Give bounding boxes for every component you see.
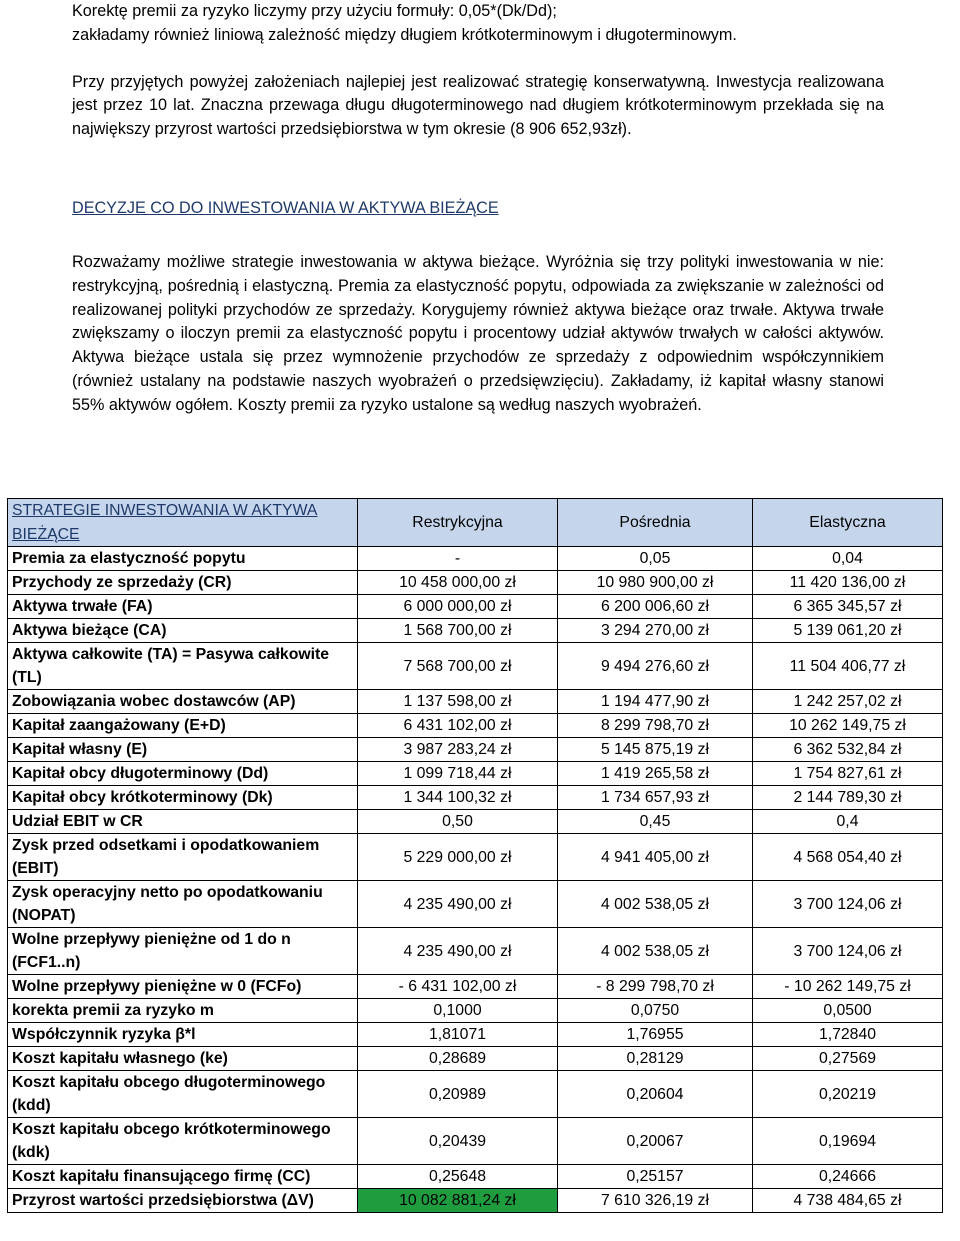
cell-value: 4 002 538,05 zł [558,928,753,975]
cell-value: 1 734 657,93 zł [558,786,753,810]
cell-value: 1 242 257,02 zł [753,690,943,714]
cell-value: 6 000 000,00 zł [358,595,558,619]
row-label: Wolne przepływy pieniężne w 0 (FCFo) [8,975,358,999]
cell-value: 1 754 827,61 zł [753,762,943,786]
table-row [8,643,943,690]
cell-value: 7 610 326,19 zł [558,1189,753,1213]
cell-value: 0,25157 [558,1165,753,1189]
cell-value: 6 200 006,60 zł [558,595,753,619]
row-label: Koszt kapitału obcego długoterminowego (kdd) [8,1071,358,1118]
row-label: Współczynnik ryzyka β*l [8,1023,358,1047]
cell-value: 1,76955 [558,1023,753,1047]
table-header-row [8,499,943,547]
cell-value: 0,0500 [753,999,943,1023]
paragraph-current-assets: Rozważamy możliwe strategie inwestowania w aktywa bieżące. Wyróżnia się trzy polityki inwestowania w nie: restrykcyjną, pośrednią i elastyczną. Premia za elastyczność popytu, odpowiada za zwiększanie w zależności od realizowanej polityki przychodów ze sprzedaży. Korygujemy również aktywa bieżące oraz trwałe. Aktywa trwałe zwiększamy o iloczyn premii za elastyczność popytu i procentowy udział aktywów trwałych w całości aktywów. Aktywa bieżące ustala się przez wymnożenie przychodów ze sprzedaży z odpowiednim współczynnikiem (również ustalany na podstawie naszych wyobrażeń o przedsięwzięciu). Zakładamy, iż kapitał własny stanowi 55% aktywów ogółem. Koszty premii za ryzyko ustalone są według naszych wyobrażeń. [72,252,884,414]
row-label: Kapitał zaangażowany (E+D) [8,714,358,738]
cell-value: 3 700 124,06 zł [753,881,943,928]
row-label: Zysk operacyjny netto po opodatkowaniu (NOPAT) [8,881,358,928]
row-label: Kapitał obcy długoterminowy (Dd) [8,762,358,786]
strategy-table [7,498,943,1213]
cell-value: 0,20604 [558,1071,753,1118]
table-row [8,1023,943,1047]
cell-value: - 10 262 149,75 zł [753,975,943,999]
cell-value: 0,28129 [558,1047,753,1071]
cell-value: 0,1000 [358,999,558,1023]
table-row [8,619,943,643]
cell-value: 0,20219 [753,1071,943,1118]
row-label: korekta premii za ryzyko m [8,999,358,1023]
row-label: Kapitał obcy krótkoterminowy (Dk) [8,786,358,810]
cell-value: 9 494 276,60 zł [558,643,753,690]
cell-value: 0,4 [753,810,943,834]
cell-value: 0,45 [558,810,753,834]
table-row [8,714,943,738]
cell-value: 1 344 100,32 zł [358,786,558,810]
cell-value: 0,20439 [358,1118,558,1165]
cell-value: - 8 299 798,70 zł [558,975,753,999]
row-label: Zobowiązania wobec dostawców (AP) [8,690,358,714]
cell-value: 0,27569 [753,1047,943,1071]
cell-value: 1 419 265,58 zł [558,762,753,786]
row-label: Przyrost wartości przedsiębiorstwa (ΔV) [8,1189,358,1213]
cell-value: 4 568 054,40 zł [753,834,943,881]
row-label: Zysk przed odsetkami i opodatkowaniem (EBIT) [8,834,358,881]
paragraph-conservative-strategy: Przy przyjętych powyżej założeniach najlepiej jest realizować strategię konserwatywną. Inwestycja realizowana jest przez 10 lat. Znaczna przewaga długu długoterminowego nad długiem krótkoterminowym przekłada się na największy przyrost wartości przedsiębiorstwa w tym okresie (8 906 652,93zł). [72,72,884,139]
table-row [8,834,943,881]
cell-value: 0,0750 [558,999,753,1023]
table-row [8,690,943,714]
table-row [8,547,943,571]
cell-value: 0,25648 [358,1165,558,1189]
table-header-intermediate: Pośrednia [558,499,753,547]
table-row [8,810,943,834]
table-row [8,999,943,1023]
cell-value: 4 002 538,05 zł [558,881,753,928]
table-row [8,1071,943,1118]
table-row-value-increase [8,1189,943,1213]
cell-value: 10 262 149,75 zł [753,714,943,738]
cell-value: 6 365 345,57 zł [753,595,943,619]
cell-value: 4 738 484,65 zł [753,1189,943,1213]
cell-value: 5 139 061,20 zł [753,619,943,643]
cell-value: 10 980 900,00 zł [558,571,753,595]
table-row [8,571,943,595]
cell-value: 5 229 000,00 zł [358,834,558,881]
cell-value: 0,28689 [358,1047,558,1071]
table-row [8,1165,943,1189]
row-label: Kapitał własny (E) [8,738,358,762]
paragraph-risk-correction [72,0,884,48]
cell-value: - [358,547,558,571]
table-row [8,928,943,975]
row-label: Aktywa bieżące (CA) [8,619,358,643]
cell-value: 1 568 700,00 zł [358,619,558,643]
cell-value: 0,20989 [358,1071,558,1118]
table-header-title: STRATEGIE INWESTOWANIA W AKTYWA BIEŻĄCE [8,499,358,547]
paragraph-line: Korektę premii za ryzyko liczymy przy użyciu formuły: 0,05*(Dk/Dd); [72,2,557,20]
table-row [8,762,943,786]
cell-value-highlighted: 10 082 881,24 zł [358,1189,558,1213]
cell-value: 1,72840 [753,1023,943,1047]
cell-value: 11 420 136,00 zł [753,571,943,595]
cell-value: 0,24666 [753,1165,943,1189]
cell-value: 1 194 477,90 zł [558,690,753,714]
row-label: Koszt kapitału własnego (ke) [8,1047,358,1071]
table-row [8,1118,943,1165]
cell-value: 4 235 490,00 zł [358,881,558,928]
table-row [8,881,943,928]
cell-value: 1 099 718,44 zł [358,762,558,786]
table-row [8,738,943,762]
cell-value: 7 568 700,00 zł [358,643,558,690]
row-label: Koszt kapitału finansującego firmę (CC) [8,1165,358,1189]
row-label: Aktywa trwałe (FA) [8,595,358,619]
cell-value: 0,19694 [753,1118,943,1165]
row-label: Udział EBIT w CR [8,810,358,834]
cell-value: 1,81071 [358,1023,558,1047]
document-body [72,0,884,418]
cell-value: 1 137 598,00 zł [358,690,558,714]
cell-value: 0,05 [558,547,753,571]
cell-value: 8 299 798,70 zł [558,714,753,738]
cell-value: 11 504 406,77 zł [753,643,943,690]
cell-value: 6 431 102,00 zł [358,714,558,738]
row-label: Wolne przepływy pieniężne od 1 do n (FCF1..n) [8,928,358,975]
cell-value: 2 144 789,30 zł [753,786,943,810]
cell-value: 0,20067 [558,1118,753,1165]
cell-value: 5 145 875,19 zł [558,738,753,762]
paragraph-line: zakładamy również liniową zależność między długiem krótkoterminowym i długoterminowym. [72,25,737,44]
cell-value: - 6 431 102,00 zł [358,975,558,999]
table-header-elastic: Elastyczna [753,499,943,547]
table-row [8,595,943,619]
row-label: Koszt kapitału obcego krótkoterminowego (kdk) [8,1118,358,1165]
section-heading: DECYZJE CO DO INWESTOWANIA W AKTYWA BIEŻĄCE [72,198,499,217]
cell-value: 3 700 124,06 zł [753,928,943,975]
table-row [8,1047,943,1071]
cell-value: 4 235 490,00 zł [358,928,558,975]
table-row [8,975,943,999]
cell-value: 4 941 405,00 zł [558,834,753,881]
cell-value: 6 362 532,84 zł [753,738,943,762]
table-row [8,786,943,810]
row-label: Aktywa całkowite (TA) = Pasywa całkowite (TL) [8,643,358,690]
cell-value: 0,04 [753,547,943,571]
row-label: Przychody ze sprzedaży (CR) [8,571,358,595]
table-header-restrictive: Restrykcyjna [358,499,558,547]
cell-value: 0,50 [358,810,558,834]
cell-value: 3 294 270,00 zł [558,619,753,643]
row-label: Premia za elastyczność popytu [8,547,358,571]
cell-value: 3 987 283,24 zł [358,738,558,762]
cell-value: 10 458 000,00 zł [358,571,558,595]
